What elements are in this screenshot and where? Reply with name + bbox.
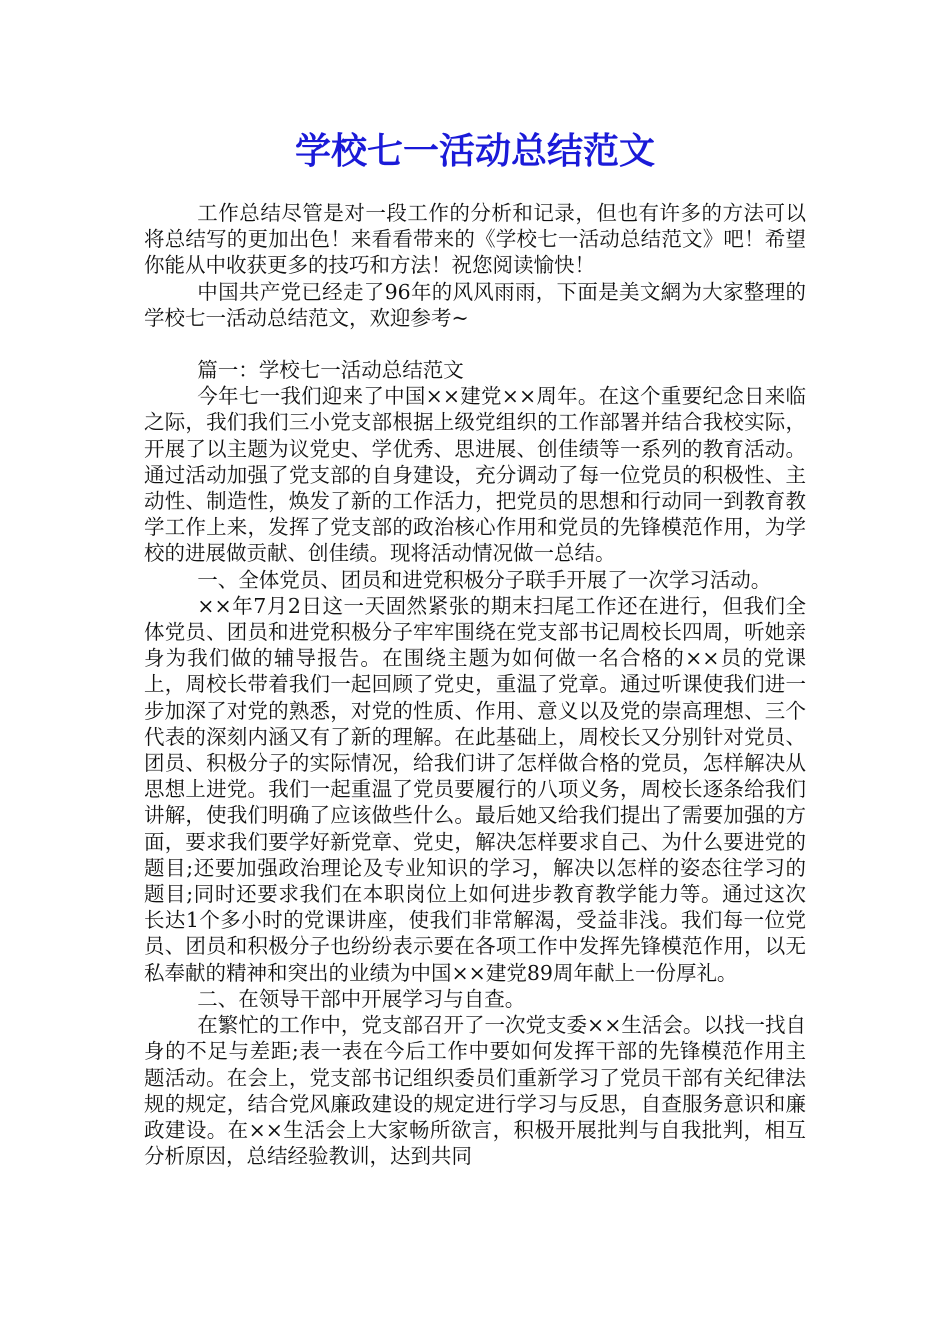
document-body bbox=[144, 200, 806, 1169]
section-heading-part-one: 篇一：学校七一活动总结范文 bbox=[197, 358, 464, 383]
paragraph-intro-2: 中国共产党已经走了96年的风风雨雨，下面是美文網为大家整理的学校七一活动总结范文，欢迎参考~ bbox=[144, 279, 806, 330]
document-title: 学校七一活动总结范文 bbox=[294, 130, 655, 172]
paragraph-intro: 工作总结尽管是对一段工作的分析和记录，但也有许多的方法可以将总结写的更加出色！来看看带来的《学校七一活动总结范文》吧！希望你能从中收获更多的技巧和方法！祝您阅读愉快！ bbox=[144, 201, 806, 278]
section-heading-one: 一、全体党员、团员和进党积极分子联手开展了一次学习活动。 bbox=[197, 567, 772, 592]
paragraph-section-one: ××年7月2日这一天固然紧张的期末扫尾工作还在进行，但我们全体党员、团员和进党积极分子牢牢围绕在党支部书记周校长四周，听她亲身为我们做的辅导报告。在围绕主题为如何做一名合格的××员的党课上，周校长带着我们一起回顾了党史，重温了党章。通过听课使我们进一步加深了对党的熟悉，对党的性质、作用、意义以及党的崇高理想、三个代表的深刻内涵又有了新的理解。在此基础上，周校长又分别针对党员、团员、积极分子的实际情况，给我们讲了怎样做合格的党员，怎样解决从思想上进党。我们一起重温了党员要履行的八项义务，周校长逐条给我们讲解，使我们明确了应该做些什么。最后她又给我们提出了需要加强的方面，要求我们要学好新党章、党史，解决怎样要求自己、为什么要进党的题目;还要加强政治理论及专业知识的学习，解决以怎样的姿态往学习的题目;同时还要求我们在本职岗位上如何进步教育教学能力等。通过这次长达1个多小时的党课讲座，使我们非常解渴，受益非浅。我们每一位党员、团员和积极分子也纷纷表示要在各项工作中发挥先锋模范作用，以无私奉献的精神和突出的业绩为中国××建党89周年献上一份厚礼。 bbox=[144, 593, 806, 985]
paragraph-section-two: 在繁忙的工作中，党支部召开了一次党支委××生活会。以找一找自身的不足与差距;表一表在今后工作中要如何发挥干部的先锋模范作用主题活动。在会上，党支部书记组织委员们重新学习了党员干部有关纪律法规的规定，结合党风廉政建设的规定进行学习与反思，自查服务意识和廉政建设。在××生活会上大家畅所欲言，积极开展批判与自我批判，相互分析原因，总结经验教训，达到共同 bbox=[144, 1013, 806, 1169]
section-heading-two: 二、在领导干部中开展学习与自查。 bbox=[197, 986, 526, 1011]
paragraph-part-one-overview: 今年七一我们迎来了中国××建党××周年。在这个重要纪念日来临之际，我们我们三小党支部根据上级党组织的工作部署并结合我校实际，开展了以主题为议党史、学优秀、思进展、创佳绩等一系列的教育活动。通过活动加强了党支部的自身建设，充分调动了每一位党员的积极性、主动性、制造性，焕发了新的工作活力，把党员的思想和行动同一到教育教学工作上来，发挥了党支部的政治核心作用和党员的先锋模范作用，为学校的进展做贡献、创佳绩。现将活动情况做一总结。 bbox=[144, 384, 806, 566]
